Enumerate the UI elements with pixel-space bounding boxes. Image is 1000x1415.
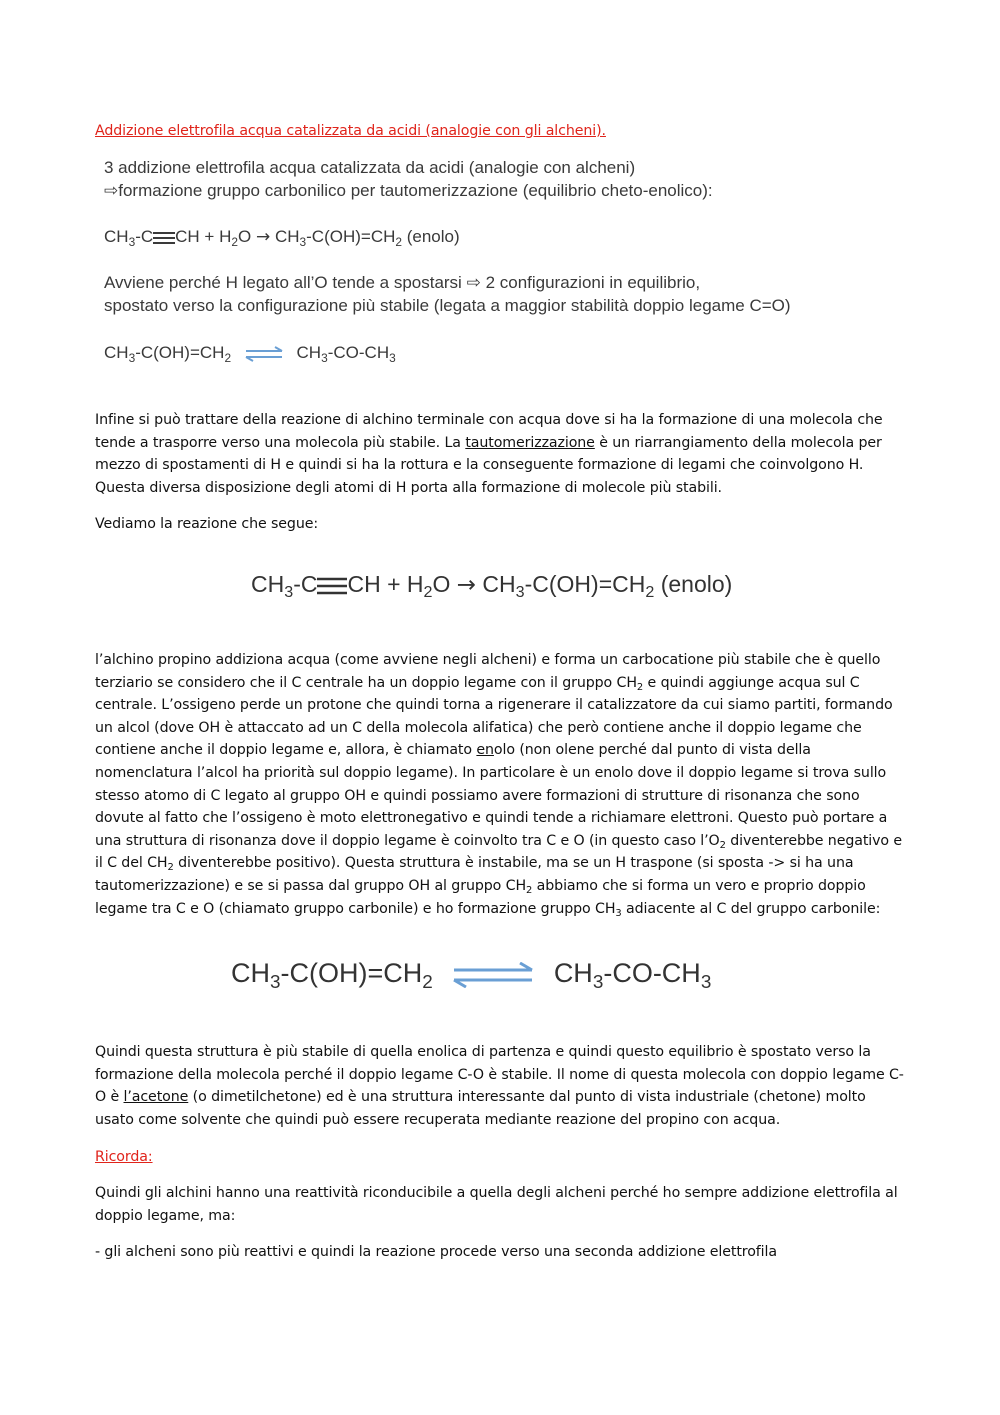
notes-figure <box>104 156 864 371</box>
figure-line-2: ⇨formazione gruppo carbonilico per tautomerizzazione (equilibrio cheto-enolico): <box>104 181 713 201</box>
equilibrium-figure <box>231 958 791 1004</box>
equilibrium-arrows-icon <box>242 346 286 362</box>
term-acetone: l’acetone <box>123 1089 189 1106</box>
right-arrow-icon: ⇨ <box>466 273 481 293</box>
reaction-figure <box>251 571 751 605</box>
term-tautomerizzazione: tautomerizzazione <box>465 434 595 451</box>
paragraph-tautomerization: Infine si può trattare della reazione di alchino terminale con acqua dove si ha la formazione di una molecola che tende a trasporre verso una molecola più stabile. La tautomerizzazione è un riarrangiamento della molecola per mezzo di spostamenti di H e quindi si ha la rottura e la conseguente formazione di legami che coinvolgono H. Questa diversa disposizione degli atomi di H porta alla formazione di molecole più stabili. <box>95 412 883 496</box>
equilibrium-equation: $CH_3-C(OH)=CH_2$ $CH_3-CO-CH_3$ <box>231 958 712 993</box>
paragraph-reaction-intro: Vediamo la reazione che segue: <box>95 516 319 532</box>
equilibrium-arrows-icon <box>450 962 536 988</box>
figure-line-5: spostato verso la configurazione più stabile (legata a maggior stabilità doppio legame C=O) <box>104 296 791 315</box>
paragraph-alkenes-note: - gli alcheni sono più reattivi e quindi la reazione procede verso una seconda addizione elettrofila <box>95 1244 777 1260</box>
paragraph-enol-explanation: l’alchino propino addiziona acqua (come avviene negli alcheni) e forma un carbocatione più stabile che è quello terziario se considero che il C centrale ha un doppio legame con il gruppo $CH_2$ e quindi aggiunge acqua sul C centrale. L’ossigeno perde un protone che quindi torna a rigenerare il catalizzatore da cui siamo partiti, formando un alcol (dove OH è attaccato ad un C della molecola alifatica) che però contiene anche il doppio legame che contiene anche il doppio legame e, allora, è chiamato enolo (non olene perché dal punto di vista della nomenclatura l’alcol ha priorità sul doppio legame). In particolare è un enolo dove il doppio legame si trova sullo stesso atomo di C legato al gruppo OH e quindi possiamo avere formazioni di strutture di risonanza che sono dovute al fatto che l’ossigeno è moto elettronegativo e quindi tende a richiamare elettroni. Questo può portare a una struttura di risonanza dove il doppio legame è coinvolto tra C e O (in questo caso $l’O_2$ diventerebbe negativo e il C del $CH_2$ diventerebbe positivo). Questa struttura è instabile, ma se un H traspone (si sposta -> si ha una tautomerizzazione) e se si passa dal gruppo OH al gruppo $CH_2$ abbiamo che si forma un vero e proprio doppio legame tra C e O (chiamato gruppo carbonile) e ho formazione gruppo $CH_3$ adiacente al C del gruppo carbonile: <box>95 652 903 919</box>
term-en: en <box>476 742 494 759</box>
figure-line-4: Avviene perché H legato all’O tende a spostarsi ⇨ 2 configurazioni in equilibrio, <box>104 273 701 293</box>
figure-reaction-1: $CH_3-C$ CH + $H_2O \to CH_3-C(OH)=CH_2$ (enolo) <box>104 227 460 249</box>
paragraph-alkynes-reactivity: Quindi gli alchini hanno una reattività riconducibile a quella degli alcheni perché ho sempre addizione elettrofila al doppio legame, ma: <box>95 1185 898 1224</box>
reaction-equation: $CH_3-C$ CH + $H_2O \to CH_3-C(OH)=CH_2$ (enolo) <box>251 571 733 601</box>
triple-bond-icon <box>317 577 347 595</box>
reaction-arrow-icon: → <box>255 227 271 247</box>
paragraph-acetone: Quindi questa struttura è più stabile di quella enolica di partenza e quindi questo equilibrio è spostato verso la formazione della molecola perché il doppio legame C-O è stabile. Il nome di questa molecola con doppio legame C-O è l’acetone (o dimetilchetone) ed è una struttura interessante dal punto di vista industriale (chetone) molto usato come solvente che quindi può essere recuperata mediante reazione del propino con acqua. <box>95 1044 904 1128</box>
figure-line-1: 3 addizione elettrofila acqua catalizzata da acidi (analogie con alcheni) <box>104 158 636 177</box>
triple-bond-icon <box>153 231 175 245</box>
section-heading: Addizione elettrofila acqua catalizzata da acidi (analogie con gli alcheni). <box>95 123 606 139</box>
reaction-arrow-icon: → <box>456 572 477 598</box>
figure-equilibrium: $CH_3-C(OH)=CH_2$ $CH_3-CO-CH_3$ <box>104 343 396 365</box>
right-arrow-icon: ⇨ <box>104 181 119 201</box>
ricorda-heading: Ricorda: <box>95 1149 153 1165</box>
